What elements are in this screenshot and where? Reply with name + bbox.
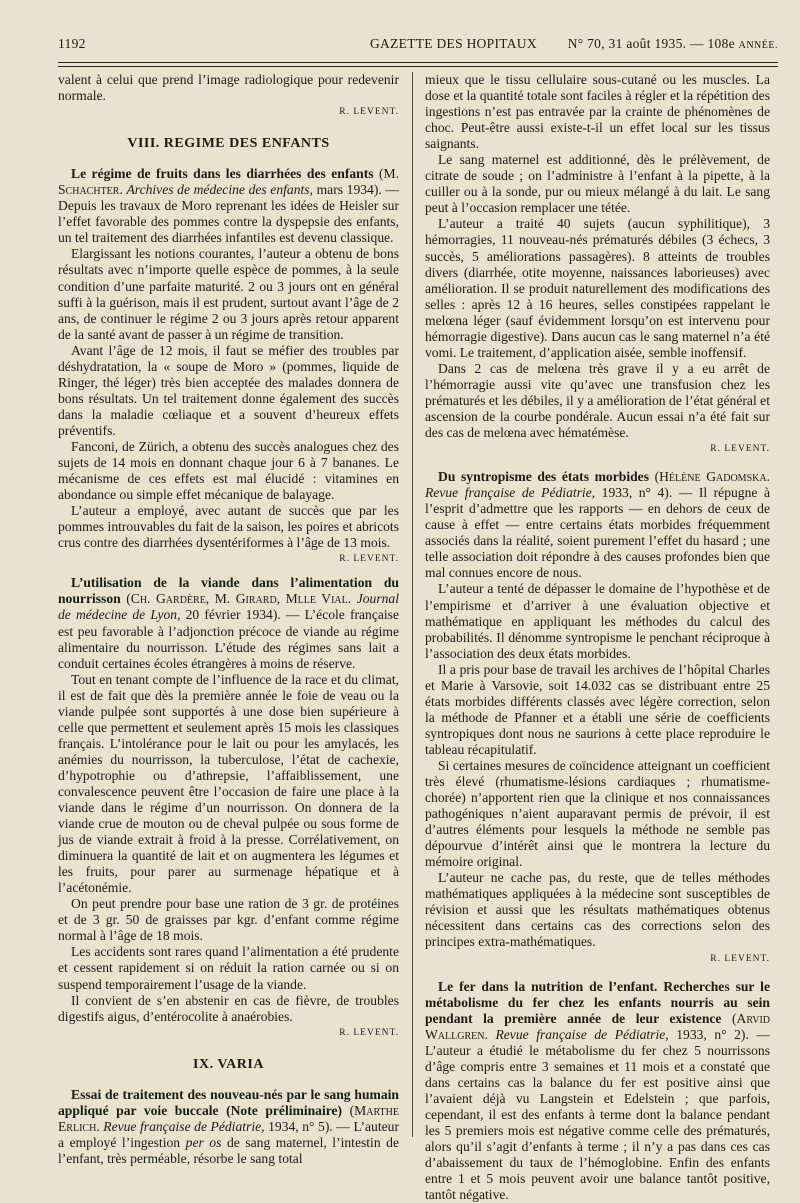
article — [58, 166, 399, 567]
article-journal: Journal de médecine de Lyon, — [58, 591, 399, 623]
article-author: Arvid Wallgren — [425, 1010, 770, 1042]
paragraph: Tout en tenant compte de l’influence de la race et du climat, il est de fait que dès la première année le foie de veau ou la viande pulpée sont supportés à une dose bien supérieure à celle que permettent et seulement après 15 mois les classiques français. L’intolérance pour le lait ou pour les amylacés, les anémies du nourrisson, la tuberculose, l’état de cachexie, d’hypotrophie ou d’athrepsie, l’affaiblissement, une convalescence peuvent être l’occasion de faire une place à la viande dans le régime d’un nourrisson. On donnera de la viande crue de mouton ou de cheval pulpée ou sous forme de jus de viande extrait à froid à la presse. Corrélativement, on diminuera la quantité de lait et on augmentera les légumes et les fruits, pour parer au surmenage hépatique et à l’acétonémie. — [58, 671, 399, 896]
section-heading: VIII. REGIME DES ENFANTS — [127, 136, 330, 152]
article-lead: Le régime de fruits dans les diarrhées des enfants (M. Schachter. Archives de médecine des enfants, mars 1934). — Depuis les travaux de Moro reprenant les idées de Heisler sur l’effet favorable des pommes contre la dyspepsie des enfants, un tel traitement des diarrhées infantiles est devenu classique. — [58, 166, 399, 246]
running-header — [58, 36, 778, 58]
article-journal: Revue française de Pédiatrie, — [103, 1118, 265, 1134]
author-signature: R. LEVENT. — [339, 1027, 399, 1038]
year-label: ANNÉE. — [738, 40, 778, 51]
paragraph: mieux que le tissu cellulaire sous-cutané ou les muscles. La dose et la quantité totale sont faciles à régler et la répétition des ingestions n’est pas entravée par la crainte de phénomènes de choc. Peut-être aussi existe-t-il un effet local sur les tissus saignants. — [425, 72, 770, 152]
paragraph: L’auteur a employé, avec autant de succès que par les pommes introuvables du fait de la saison, les poires et abricots crus contre des diarrhées dysentériformes à l’âge de 13 mois. — [58, 503, 399, 551]
article-reference: 1933, n° 4). — Il répugne à l’esprit d’admettre que les rapports — en dehors de ceux de cause à effet — entre certains états morbides fréquemment associés dans la réalité, soient purement l’effet du hasard ; une telle association doit répondre à des causes profondes bien que mal connues encore de nous. — [425, 485, 770, 581]
article-lead: Du syntropisme des états morbides (Hélène Gadomska. Revue française de Pédiatrie, 1933, n° 4). — Il répugne à l’esprit d’admettre que les rapports — en dehors de ceux de cause à effet — entre certains états morbides fréquemment associés dans la réalité, soient purement l’effet du hasard ; une telle association doit répondre à des causes profondes bien que mal connues encore de nous. — [425, 469, 770, 581]
article-journal: Revue française de Pédiatrie, — [495, 1026, 669, 1042]
section-heading: IX. VARIA — [193, 1056, 264, 1072]
paragraph: Les accidents sont rares quand l’alimentation a été prudente et cessent rapidement si on réduit la ration carnée ou si on suspend temporairement l’usage de la viande. — [58, 944, 399, 992]
article-reference: 20 février 1934). — L’école française est peu favorable à l’adjonction précoce de viande au régime alimentaire du nourrisson. L’étude des régimes sans lait a conduit certaines écoles étrangères à moins de réserve. — [58, 607, 400, 671]
article-author: Marthe Erlich — [58, 1102, 399, 1134]
paragraph: L’auteur ne cache pas, du reste, que de telles méthodes mathématiques appliquées à la médecine sont susceptibles de révision et aussi que les résultats mathématiques obtenus nécessitent dans certains cas des corrections selon des principes extra-mathématiques. — [425, 870, 770, 950]
article-title: L’utilisation de la viande dans l’alimentation du nourrisson — [58, 575, 399, 607]
paragraph: L’auteur a traité 40 sujets (aucun syphilitique), 3 hémorragies, 11 nouveau-nés prématurés débiles (3 échecs, 3 succès, 5 améliorations passagères). 8 atteints de troubles divers (diarrhée, otite moyenne, naissances laborieuses) avec amélioration. Il se produit naturellement des modifications des selles : après 12 à 16 heures, selles constipées rappelant le melœna léger (sauf évidemment lorsqu’on est intervenu pour hémorragie digestive). Dans aucun cas le sang maternel n’a été vomi. Le traitement, d’application aisée, semble inoffensif. — [425, 216, 770, 360]
author-signature: R. LEVENT. — [339, 554, 399, 565]
paragraph: valent à celui que prend l’image radiologique pour redevenir normale. — [58, 72, 399, 104]
article — [425, 979, 770, 1203]
article — [58, 1087, 399, 1167]
author-signature: R. LEVENT. — [710, 444, 770, 455]
paragraph: Elargissant les notions courantes, l’auteur a obtenu de bons résultats avec n’importe quelle espèce de pommes, à la seule condition d’une parfaite maturité. 2 ou 3 jours ont en général suffi à la guérison, mais il est prudent, surtout avant l’âge de 2 ans, de continuer le régime 2 ou 3 jours après retour apparent de la santé avant de passer à un régime de transition. — [58, 246, 399, 342]
paragraph: Il convient de s’en abstenir en cas de fièvre, de troubles digestifs aigus, d’entérocolite à anaérobies. — [58, 992, 399, 1024]
journal-title: GAZETTE DES HOPITAUX — [370, 36, 537, 51]
article-author: Hélène Gadomska — [659, 469, 767, 485]
paragraph: Dans 2 cas de melœna très grave il y a eu arrêt de l’hémorragie aussi vite qu’avec une transfusion chez les prématurés et les débiles, il y a amélioration de l’état général et ascension de la courbe pondérale. Aucun essai n’a été fait sur des cas de melœna avec hématémèse. — [425, 360, 770, 441]
article-title: Le régime de fruits dans les diarrhées des enfants — [71, 166, 374, 182]
paragraph: L’auteur a tenté de dépasser le domaine de l’hypothèse et de l’empirisme et d’arriver à une évaluation objective et mathématique en appliquant les méthodes du calcul des probabilités. Il dénomme syntropisme le penchant réciproque à l’association des deux états morbides. — [425, 581, 770, 661]
header-rule — [58, 62, 778, 63]
article-author: Ch. Gardère, M. Girard, Mlle Vial — [130, 591, 348, 607]
article — [58, 575, 399, 1040]
article-reference: de sang maternel, l’intestin de l’enfant, très perméable, résorbe le sang total — [58, 1134, 399, 1166]
paragraph: Le sang maternel est additionné, dès le prélèvement, de citrate de soude ; on l’administre à l’enfant à la pipette, à la cuiller ou à la sonde, pur ou mieux mélangé à du lait. Le sang peut à l’occasion remplacer une tétée. — [425, 152, 770, 216]
column-divider — [412, 72, 413, 1137]
article-journal: Revue française de Pédiatrie, — [425, 485, 596, 501]
left-column — [58, 72, 399, 1167]
author-signature: R. LEVENT. — [339, 107, 399, 118]
issue-info — [568, 36, 778, 52]
article-reference-emphasis: per os — [185, 1134, 222, 1150]
article-reference: 1933, n° 2). — L’auteur a étudié le métabolisme du fer chez 5 nourrissons d’âge compris entre 3 semaines et 11 mois et a constaté que dans certains cas la balance du fer est positive ainsi que l’avaient déjà vu Langstein et Edelstein ; que parfois, cependant, il est des enfants à terme dont la balance pendant les 5 premiers mois est négative comme celle des prématurés, alors qu’il s’agit d’enfants à terme ; il n’y a pas dans ces cas d’abaissement du taux de l’hémoglobine. Enfin des enfants entre 1 et 5 mois peuvent avoir une balance tantôt positive, tantôt négative. — [425, 1026, 770, 1203]
right-column — [425, 72, 770, 1203]
paragraph: Fanconi, de Zürich, a obtenu des succès analogues chez des sujets de 14 mois en donnant chaque jour 6 à 7 bananes. Le mécanisme de ces effets est mal élucidé : vitamines en abondance ou simple effet mécanique de balayage. — [58, 438, 399, 503]
article-title: Le fer dans la nutrition de l’enfant. Recherches sur le métabolisme du fer chez les enfants nourris au sein pendant la première année de leur existence — [425, 978, 770, 1026]
paragraph: Avant l’âge de 12 mois, il faut se méfier des troubles par déshydratation, la « soupe de Moro » (pommes, liquide de Ringer, thé léger) très bien acceptée des malades donnera de bons résultats. Un tel traitement donne également des succès dans la maladie cœliaque et a souvent d’heureux effets préventifs. — [58, 342, 399, 438]
article-lead: Essai de traitement des nouveau-nés par le sang humain appliqué par voie buccale (Note préliminaire) (Marthe Erlich. Revue française de Pédiatrie, 1934, n° 5). — L’auteur a employé l’ingestion per os de sang maternel, l’intestin de l’enfant, très perméable, résorbe le sang total — [58, 1086, 399, 1166]
page-number: 1192 — [58, 36, 86, 51]
article-lead: Le fer dans la nutrition de l’enfant. Recherches sur le métabolisme du fer chez les enfants nourris au sein pendant la première année de leur existence (Arvid Wallgren. Revue française de Pédiatrie, 1933, n° 2). — L’auteur a étudié le métabolisme du fer chez 5 nourrissons d’âge compris entre 3 semaines et 11 mois et a constaté que dans certains cas la balance du fer est positive ainsi que l’avaient déjà vu Langstein et Edelstein ; que parfois, cependant, il est des enfants à terme dont la balance pendant les 5 premiers mois est négative comme celle des prématurés, alors qu’il s’agit d’enfants à terme ; il n’y a pas dans ces cas d’abaissement du taux de l’hémoglobine. Enfin des enfants entre 1 et 5 mois peuvent avoir une balance tantôt positive, tantôt négative. — [425, 978, 770, 1203]
article-title: Du syntropisme des états morbides — [438, 469, 649, 485]
header-rule-thin — [58, 66, 778, 67]
paragraph: Si certaines mesures de coïncidence atteignant un coefficient très élevé (rhumatisme-lésions cardiaques ; rhumatisme-chorée) n’apportent rien que la clinique et nos connaissances pathogéniques n’aient auparavant permis de prévoir, il est d’autres éléments pour lesquels la méthode ne semble pas dépourvue d’intérêt ainsi que le montrera la lecture du mémoire original. — [425, 757, 770, 870]
article-reference: 1934, n° 5). — L’auteur a employé l’ingestion — [58, 1118, 399, 1150]
article-lead: L’utilisation de la viande dans l’alimentation du nourrisson (Ch. Gardère, M. Girard, Mlle Vial. Journal de médecine de Lyon, 20 février 1934). — L’école française est peu favorable à l’adjonction précoce de viande au régime alimentaire du nourrisson. L’étude des régimes sans lait a conduit certaines écoles étrangères à moins de réserve. — [58, 575, 400, 671]
paragraph: On peut prendre pour base une ration de 3 gr. de protéines et de 3 gr. 50 de graisses par kgr. d’enfant comme régime normal à l’âge de 18 mois. — [58, 896, 399, 944]
article-title: Essai de traitement des nouveau-nés par le sang humain appliqué par voie buccale (Note préliminaire) — [58, 1086, 399, 1118]
author-signature: R. LEVENT. — [710, 953, 770, 964]
article-journal: Archives de médecine des enfants, — [126, 182, 313, 198]
article — [425, 469, 770, 966]
article-reference: mars 1934). — Depuis les travaux de Moro reprenant les idées de Heisler sur l’effet favorable des pommes contre la dyspepsie des enfants, un tel traitement des diarrhées infantiles est devenu classique. — [58, 182, 399, 246]
article-author: M. Schachter — [58, 166, 399, 198]
issue-date: N° 70, 31 août 1935. — 108e — [567, 36, 735, 51]
paragraph: Il a pris pour base de travail les archives de l’hôpital Charles et Marie à Varsovie, soit 14.032 cas se distribuant entre 25 états morbides différents classés avec légère correction, selon la méthode de Pfanner et a établi une série de coefficients syntropiques dont nous ne saurions à cette place reproduire le tableau récapitulatif. — [425, 661, 770, 757]
